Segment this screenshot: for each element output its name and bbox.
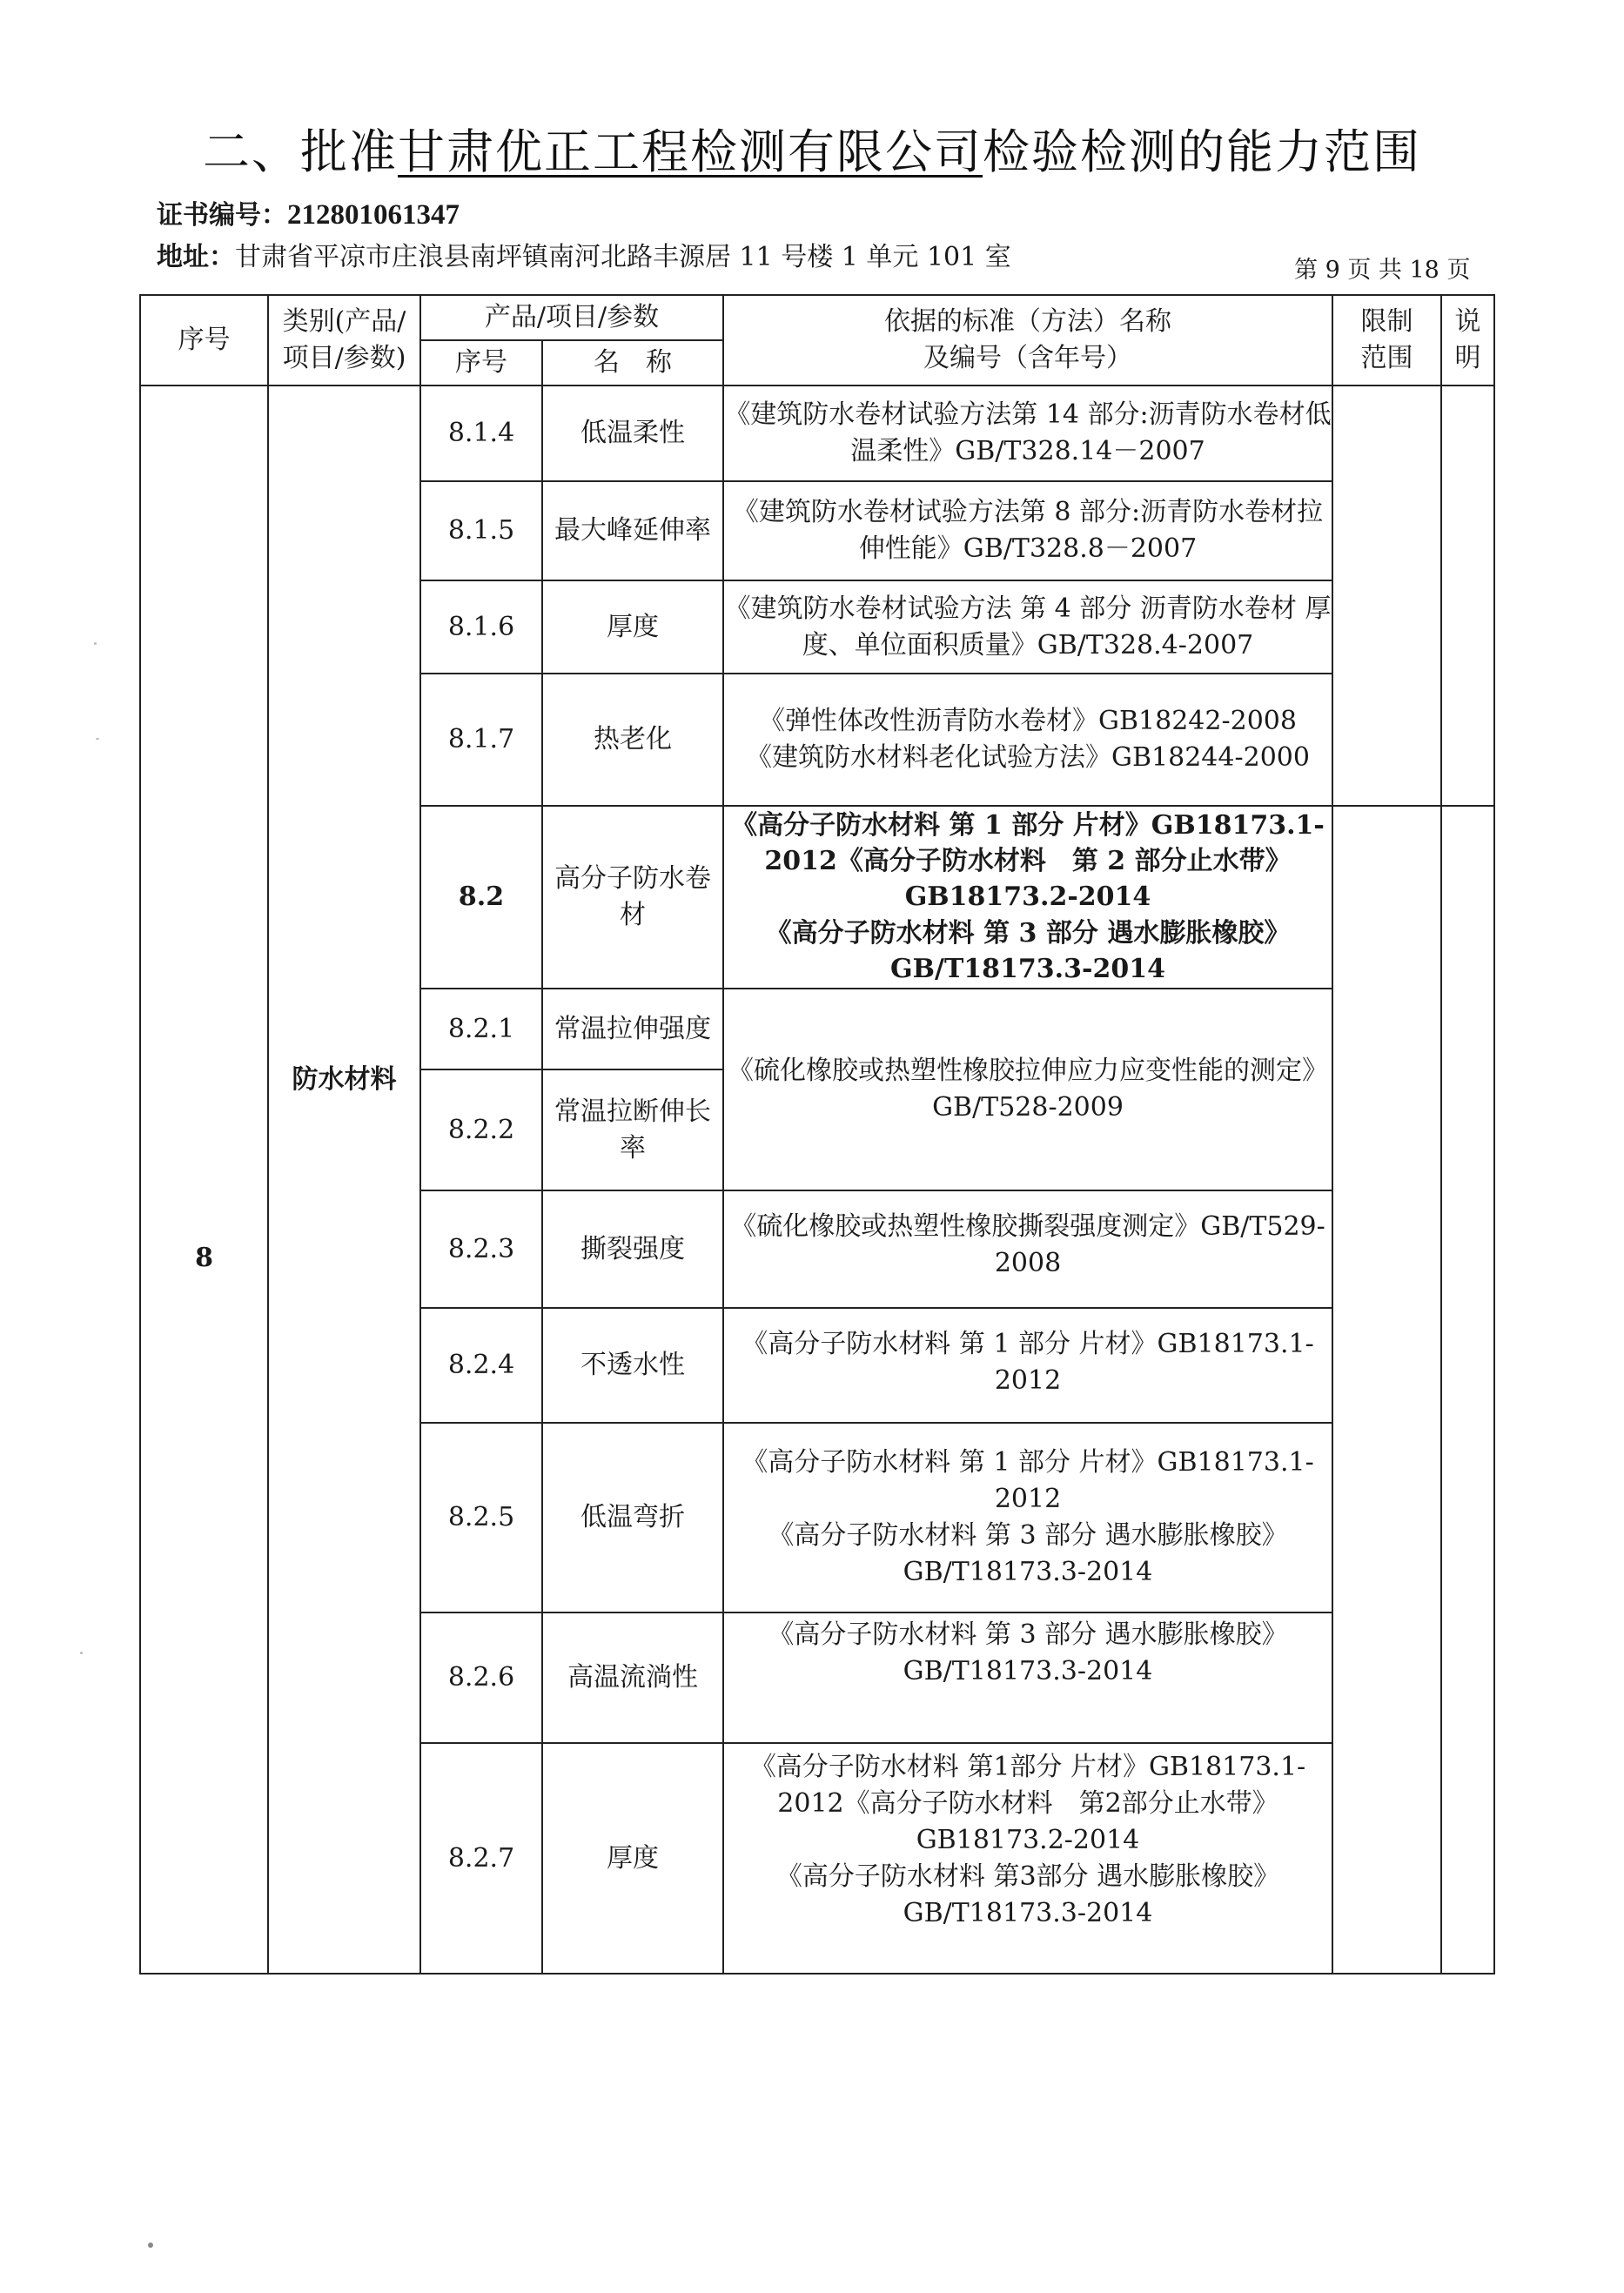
limit-cell <box>1332 386 1441 806</box>
item-no: 8.1.6 <box>420 580 542 674</box>
standard-line: 《高分子防水材料 第1部分 片材》GB18173.1-2012《高分子防水材料 第2部分止水带》GB18173.2-2014 <box>749 1752 1306 1855</box>
row-category: 防水材料 <box>268 386 420 1974</box>
item-standard <box>723 806 1332 989</box>
item-standard <box>723 674 1332 806</box>
item-standard-merged <box>723 989 1332 1190</box>
item-standard <box>723 386 1332 481</box>
standard-line: 《高分子防水材料 第 3 部分 遇水膨胀橡胶》GB/T18173.3-2014 <box>768 1619 1288 1686</box>
header-limit: 限制范围 <box>1332 295 1441 386</box>
item-name: 撕裂强度 <box>542 1190 723 1308</box>
cert-label: 证书编号： <box>157 200 287 231</box>
header-sub-seq: 序号 <box>420 340 542 386</box>
item-name: 常温拉伸强度 <box>542 989 723 1069</box>
standard-line: 《高分子防水材料 第 1 部分 片材》GB18173.1-2012 <box>742 1447 1314 1514</box>
scan-speck <box>148 2243 153 2248</box>
header-category: 类别(产品/项目/参数) <box>268 295 420 386</box>
item-no: 8.2.6 <box>420 1612 542 1743</box>
item-standard <box>723 580 1332 674</box>
item-standard <box>723 1612 1332 1743</box>
item-name: 高温流淌性 <box>542 1612 723 1743</box>
note-cell <box>1441 386 1494 806</box>
standard-line: 《高分子防水材料 第 1 部分 片材》GB18173.1-2012《高分子防水材料 第 2 部分止水带》GB18173.2-2014 <box>731 809 1325 913</box>
item-no: 8.2.4 <box>420 1308 542 1423</box>
item-standard <box>723 1743 1332 1974</box>
header-name: 名 称 <box>542 340 723 386</box>
address-label: 地址： <box>157 242 235 272</box>
title-company: 甘肃优正工程检测有限公司 <box>398 124 983 179</box>
page-title <box>0 115 1624 182</box>
address <box>157 235 1011 273</box>
item-standard <box>723 481 1332 580</box>
item-standard <box>723 1308 1332 1423</box>
header-seq: 序号 <box>140 295 268 386</box>
item-name: 常温拉断伸长率 <box>542 1069 723 1190</box>
item-standard <box>723 1190 1332 1308</box>
item-name: 厚度 <box>542 1743 723 1974</box>
item-name: 厚度 <box>542 580 723 674</box>
header-standard-line1: 依据的标准（方法）名称 <box>884 306 1171 337</box>
item-no: 8.2.7 <box>420 1743 542 1974</box>
standard-line: 《高分子防水材料 第 3 部分 遇水膨胀橡胶》GB/T18173.3-2014 <box>768 1520 1288 1587</box>
item-name: 低温弯折 <box>542 1423 723 1612</box>
header-note: 说明 <box>1441 295 1494 386</box>
item-name: 最大峰延伸率 <box>542 481 723 580</box>
item-no: 8.1.5 <box>420 481 542 580</box>
header-standard <box>723 295 1332 386</box>
header-standard-line2: 及编号（含年号） <box>923 343 1132 373</box>
standard-line: 《高分子防水材料 第3部分 遇水膨胀橡胶》GB/T18173.3-2014 <box>775 1861 1280 1928</box>
item-no: 8.2.3 <box>420 1190 542 1308</box>
item-name: 热老化 <box>542 674 723 806</box>
item-name: 高分子防水卷材 <box>542 806 723 989</box>
standard-line: 《硫化橡胶或热塑性橡胶撕裂强度测定》GB/T529-2008 <box>730 1211 1325 1278</box>
standard-line: 《弹性体改性沥青防水卷材》GB18242-2008 <box>759 706 1297 736</box>
scan-speck <box>96 738 99 740</box>
page-info: 第 9 页 共 18 页 <box>1294 257 1471 284</box>
standard-line: 《建筑防水卷材试验方法第 14 部分:沥青防水卷材低温柔性》GB/T328.14－2007 <box>724 399 1332 466</box>
limit-cell <box>1332 806 1441 1974</box>
item-name: 低温柔性 <box>542 386 723 481</box>
standard-line: 《建筑防水材料老化试验方法》GB18244-2000 <box>746 742 1310 773</box>
cert-value: 212801061347 <box>287 199 460 231</box>
item-no: 8.1.7 <box>420 674 542 806</box>
item-no: 8.2.5 <box>420 1423 542 1612</box>
item-no: 8.2 <box>420 806 542 989</box>
capability-table <box>139 294 1495 1975</box>
title-prefix: 二、批准 <box>203 124 398 179</box>
title-suffix: 检验检测的能力范围 <box>983 124 1421 179</box>
item-standard <box>723 1423 1332 1612</box>
standard-line: 《硫化橡胶或热塑性橡胶拉伸应力应变性能的测定》GB/T528-2009 <box>728 1056 1328 1123</box>
item-name: 不透水性 <box>542 1308 723 1423</box>
row-seq: 8 <box>140 386 268 1974</box>
address-value: 甘肃省平凉市庄浪县南坪镇南河北路丰源居 11 号楼 1 单元 101 室 <box>235 242 1011 272</box>
standard-line: 《建筑防水卷材试验方法第 8 部分:沥青防水卷材拉伸性能》GB/T328.8－2007 <box>732 497 1324 564</box>
header-product-group: 产品/项目/参数 <box>420 295 723 340</box>
certificate-number <box>157 193 460 231</box>
scan-speck <box>80 1652 83 1654</box>
item-no: 8.1.4 <box>420 386 542 481</box>
standard-line: 《建筑防水卷材试验方法 第 4 部分 沥青防水卷材 厚度、单位面积质量》GB/T328.4-2007 <box>724 593 1332 660</box>
item-no: 8.2.1 <box>420 989 542 1069</box>
scan-speck <box>94 642 97 645</box>
note-cell <box>1441 806 1494 1974</box>
item-no: 8.2.2 <box>420 1069 542 1190</box>
standard-line: 《高分子防水材料 第 3 部分 遇水膨胀橡胶》GB/T18173.3-2014 <box>765 917 1291 985</box>
standard-line: 《高分子防水材料 第 1 部分 片材》GB18173.1-2012 <box>742 1329 1314 1396</box>
